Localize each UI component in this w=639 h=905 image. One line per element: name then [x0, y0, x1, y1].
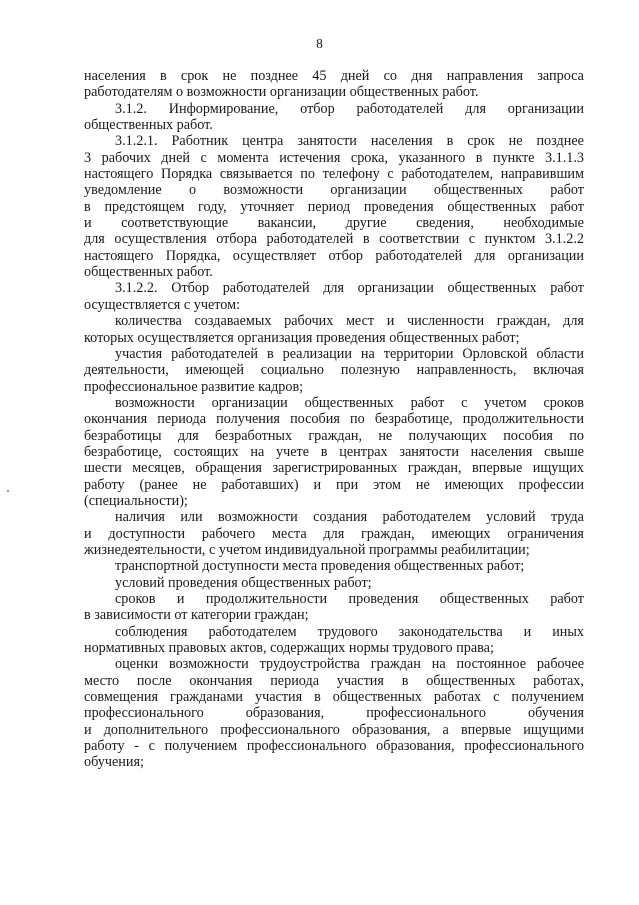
- line-text: 3 рабочих дней с момента истечения срока, указанного в пункте 3.1.1.3: [84, 149, 584, 166]
- paragraph: [84, 591, 584, 624]
- line-text: 3.1.2.2. Отбор работодателей для организации общественных работ: [115, 280, 584, 297]
- line-text: работу (ранее не работавших) и при этом не имеющих профессии: [84, 476, 584, 493]
- line-text: населения в срок не позднее 45 дней со дня направления запроса: [84, 68, 584, 84]
- line-text: участия работодателей в реализации на территории Орловской области: [115, 345, 584, 362]
- text-line: [84, 264, 584, 280]
- line-text: общественных работ.: [84, 264, 213, 281]
- line-text: оценки возможности трудоустройства граждан на постоянное рабочее: [115, 656, 584, 673]
- paragraph: [84, 624, 584, 657]
- text-line: [84, 395, 584, 411]
- text-line: [84, 689, 584, 705]
- text-line: [84, 526, 584, 542]
- text-line: [84, 542, 584, 558]
- line-text: (специальности);: [84, 492, 188, 509]
- paragraph: [84, 133, 584, 280]
- paragraph: [84, 280, 584, 313]
- line-text: окончания периода получения пособия по безработице, продолжительности: [84, 411, 584, 428]
- page-number: 8: [316, 36, 323, 51]
- text-line: [84, 68, 584, 84]
- line-text: обучения;: [84, 754, 144, 771]
- line-text: для осуществления отбора работодателей в соответствии с пунктом 3.1.2.2: [84, 231, 584, 248]
- line-text: нормативных правовых актов, содержащих нормы трудового права;: [84, 640, 494, 657]
- text-line: [84, 280, 584, 296]
- document-body: [84, 68, 584, 771]
- text-line: [84, 428, 584, 444]
- text-line: [84, 444, 584, 460]
- text-line: [84, 101, 584, 117]
- scan-speck: [7, 490, 9, 492]
- paragraph: [84, 313, 584, 346]
- text-line: [84, 346, 584, 362]
- text-line: [84, 379, 584, 395]
- paragraph: [84, 656, 584, 770]
- text-line: [84, 640, 584, 656]
- paragraph: [84, 395, 584, 509]
- line-text: профессиональное развитие кадров;: [84, 378, 304, 395]
- paragraph: [84, 575, 584, 591]
- line-text: которых осуществляется организация проведения общественных работ;: [84, 329, 520, 346]
- text-line: [84, 117, 584, 133]
- text-line: [84, 460, 584, 476]
- line-text: наличия или возможности создания работодателем условий труда: [115, 509, 584, 526]
- text-line: [84, 313, 584, 329]
- text-line: [84, 509, 584, 525]
- text-line: [84, 150, 584, 166]
- line-text: в зависимости от категории граждан;: [84, 607, 309, 624]
- line-text: жизнедеятельности, с учетом индивидуальной программы реабилитации;: [84, 541, 530, 558]
- line-text: безработицы для безработных граждан, не получающих пособия по: [84, 427, 584, 444]
- text-line: [84, 673, 584, 689]
- text-line: [84, 248, 584, 264]
- text-line: [84, 84, 584, 100]
- text-line: [84, 754, 584, 770]
- text-line: [84, 558, 584, 574]
- text-line: [84, 607, 584, 623]
- line-text: работодателям о возможности организации общественных работ.: [84, 84, 479, 101]
- text-line: [84, 477, 584, 493]
- paragraph: [84, 509, 584, 558]
- line-text: безработице, состоящих на учете в центрах занятости населения свыше: [84, 443, 584, 460]
- text-line: [84, 215, 584, 231]
- line-text: возможности организации общественных работ с учетом сроков: [115, 394, 584, 411]
- line-text: в предстоящем году, уточняет период проведения общественных работ: [84, 198, 584, 215]
- text-line: [84, 493, 584, 509]
- line-text: уведомление о возможности организации общественных работ: [84, 182, 584, 199]
- text-line: [84, 575, 584, 591]
- text-line: [84, 738, 584, 754]
- paragraph: [84, 346, 584, 395]
- text-line: [84, 330, 584, 346]
- line-text: работу - с получением профессионального образования, профессионального: [84, 738, 584, 755]
- line-text: и соответствующие вакансии, другие сведения, необходимые: [84, 215, 584, 232]
- line-text: общественных работ.: [84, 117, 213, 134]
- line-text: осуществляется с учетом:: [84, 296, 241, 313]
- line-text: шести месяцев, обращения зарегистрированных граждан, впервые ищущих: [84, 460, 584, 477]
- text-line: [84, 166, 584, 182]
- line-text: условий проведения общественных работ;: [115, 574, 372, 591]
- text-line: [84, 182, 584, 198]
- line-text: сроков и продолжительности проведения общественных работ: [115, 591, 584, 607]
- text-line: [84, 297, 584, 313]
- text-line: [84, 705, 584, 721]
- line-text: настоящего Порядка связывается по телефону с работодателем, направившим: [84, 166, 584, 183]
- line-text: соблюдения работодателем трудового законодательства и иных: [115, 623, 584, 640]
- text-line: [84, 199, 584, 215]
- text-line: [84, 362, 584, 378]
- text-line: [84, 656, 584, 672]
- line-text: деятельности, имеющей социально полезную направленность, включая: [84, 362, 584, 379]
- paragraph: [84, 101, 584, 134]
- line-text: и доступности рабочего места для граждан, имеющих ограничения: [84, 525, 584, 542]
- text-line: [84, 591, 584, 607]
- line-text: совмещения гражданами участия в общественных работах с получением: [84, 689, 584, 706]
- text-line: [84, 133, 584, 149]
- paragraph: [84, 558, 584, 574]
- line-text: 3.1.2. Информирование, отбор работодателей для организации: [115, 100, 584, 117]
- paragraph: [84, 68, 584, 101]
- text-line: [84, 624, 584, 640]
- line-text: настоящего Порядка, осуществляет отбор работодателей для организации: [84, 247, 584, 264]
- line-text: профессионального образования, профессионального обучения: [84, 705, 584, 722]
- text-line: [84, 231, 584, 247]
- line-text: и дополнительного профессионального образования, а впервые ищущими: [84, 721, 584, 738]
- line-text: транспортной доступности места проведения общественных работ;: [115, 558, 525, 575]
- line-text: количества создаваемых рабочих мест и численности граждан, для: [115, 313, 584, 330]
- text-line: [84, 411, 584, 427]
- line-text: 3.1.2.1. Работник центра занятости населения в срок не позднее: [115, 133, 584, 150]
- line-text: место после окончания периода участия в общественных работах,: [84, 672, 584, 689]
- text-line: [84, 722, 584, 738]
